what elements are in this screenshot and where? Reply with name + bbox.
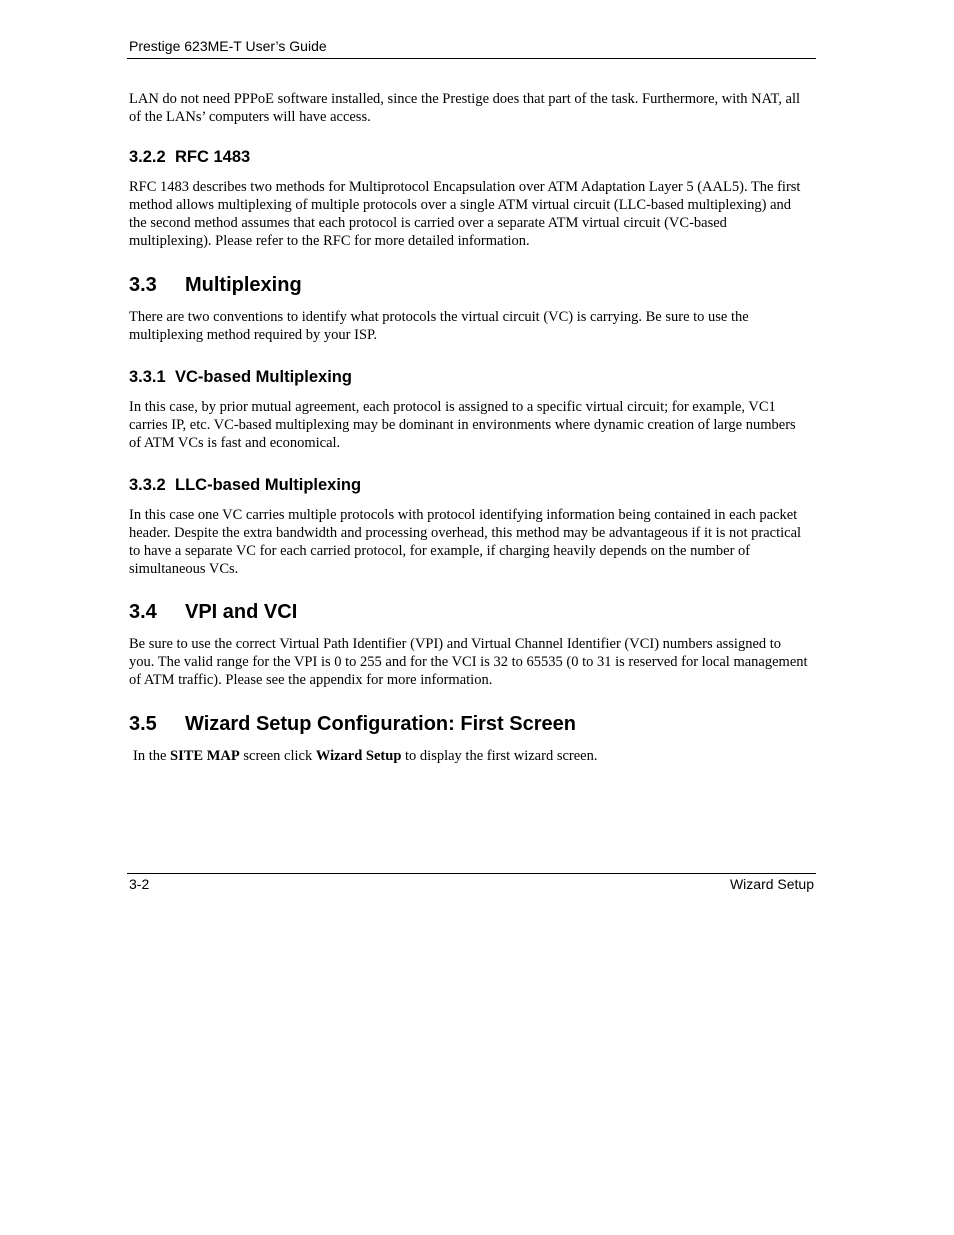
- paragraph-rfc1483: RFC 1483 describes two methods for Multiprotocol Encapsulation over ATM Adaptation Layer 5 (AAL5). The first method allows multiplexing of multiple protocols over a single ATM virtual circuit (LLC-based multiplexing) and the second method assumes that each protocol is carried over a separate ATM virtual circuit (VC-based multiplexing). Please refer to the RFC for more detailed information.: [129, 179, 801, 249]
- heading-3-3-1: 3.3.1 VC-based Multiplexing: [129, 368, 352, 386]
- paragraph-llc-based: In this case one VC carries multiple protocols with protocol identifying information being contained in each packet header. Despite the extra bandwidth and processing overhead, this method may be advantageous if it is not practical to have a separate VC for each carried protocol, for example, if charging heavily depends on the number of simultaneous VCs.: [129, 507, 802, 577]
- chapter-name: Wizard Setup: [729, 876, 814, 892]
- page-number: 3-2: [129, 876, 150, 892]
- footer-rule: [127, 873, 816, 874]
- paragraph-wizard: In the SITE MAP screen click Wizard Setup to display the first wizard screen.: [133, 748, 598, 764]
- heading-3-5: 3.5 Wizard Setup Configuration: First Screen: [129, 713, 576, 735]
- header-rule: [127, 58, 816, 59]
- heading-3-3-2: 3.3.2 LLC-based Multiplexing: [129, 476, 362, 494]
- paragraph-vc-based: In this case, by prior mutual agreement, each protocol is assigned to a specific virtual circuit; for example, VC1 carries IP, etc. VC-based multiplexing may be dominant in environments where dynamic creation of large numbers of ATM VCs is fast and economical.: [129, 399, 796, 451]
- paragraph-multiplexing: There are two conventions to identify what protocols the virtual circuit (VC) is carrying. Be sure to use the multiplexing method required by your ISP.: [129, 309, 749, 343]
- intro-paragraph: LAN do not need PPPoE software installed, since the Prestige does that part of the task. Furthermore, with NAT, all of the LANs’ computers will have access.: [129, 91, 801, 125]
- heading-3-2-2: 3.2.2 RFC 1483: [129, 148, 251, 166]
- heading-3-4: 3.4 VPI and VCI: [129, 601, 298, 623]
- running-header: Prestige 623ME-T User’s Guide: [129, 38, 327, 54]
- heading-3-3: 3.3 Multiplexing: [129, 274, 302, 296]
- paragraph-vpi-vci: Be sure to use the correct Virtual Path Identifier (VPI) and Virtual Channel Identifier (VCI) numbers assigned to you. The valid range for the VPI is 0 to 255 and for the VCI is 32 to 65535 (0 to 31 is reserved for local management of ATM traffic). Please see the appendix for more information.: [129, 636, 808, 688]
